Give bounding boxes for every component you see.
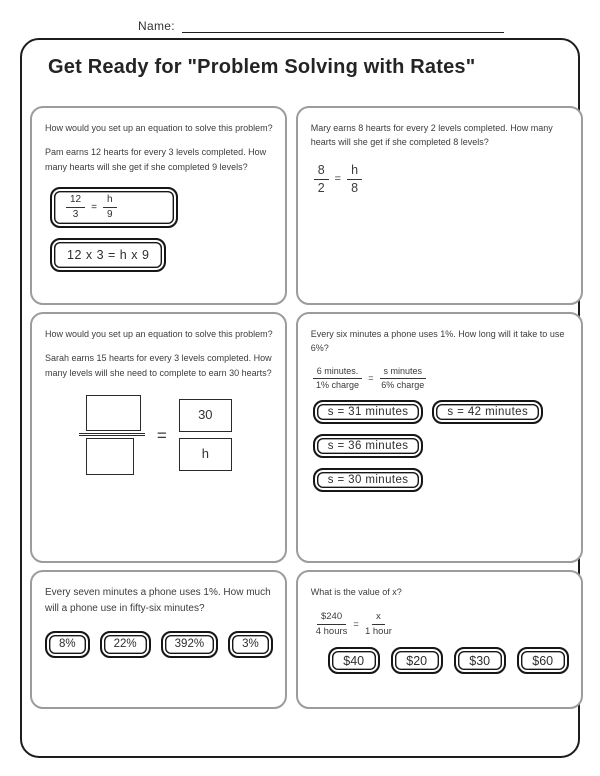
choice-22pct[interactable]: 22% — [100, 631, 151, 658]
fraction-right — [103, 194, 117, 222]
worksheet-title: Get Ready for "Problem Solving with Rates" — [48, 56, 476, 78]
choice-s-36[interactable]: s = 36 minutes — [313, 434, 424, 458]
panel-pam-equation — [30, 106, 287, 305]
name-input-line[interactable] — [182, 18, 504, 33]
numerator-value-box[interactable]: 30 — [179, 399, 232, 432]
panel-phone-six-minutes — [296, 312, 583, 563]
problem-text: Mary earns 8 hearts for every 2 levels completed. How many hearts will she get if she completed 8 levels? — [310, 123, 553, 148]
fraction-left — [66, 194, 85, 222]
fraction-numerator: h — [103, 194, 117, 209]
equation-answer-text: 12 x 3 = h x 9 — [67, 248, 150, 263]
fraction-numerator: 12 — [66, 194, 85, 209]
problem-text: Sarah earns 15 hearts for every 3 levels completed. How many levels will she need to complete to earn 30 hearts? — [45, 353, 272, 378]
fraction-denominator: 6% charge — [381, 380, 425, 391]
equals-sign: = — [353, 618, 359, 630]
equals-sign: = — [334, 173, 342, 186]
choices-group — [313, 400, 569, 492]
choices-group — [45, 631, 273, 658]
panel-phone-seven-minutes — [30, 570, 287, 709]
fraction-denominator: 3 — [72, 209, 79, 221]
fraction-left — [314, 163, 329, 197]
prompt-text: How would you set up an equation to solve this problem? — [45, 329, 273, 339]
fraction-denominator: 8 — [351, 181, 359, 196]
blank-denominator-box[interactable] — [86, 438, 134, 475]
proportion-equation — [313, 366, 569, 392]
equals-sign: = — [156, 425, 167, 445]
fraction-denominator: 4 hours — [315, 626, 348, 638]
fraction-left — [313, 366, 363, 392]
choice-60[interactable]: $60 — [517, 647, 569, 674]
fraction-numerator: 6 minutes. — [313, 366, 363, 379]
denominator-value-box[interactable]: h — [179, 438, 232, 471]
panels-grid — [30, 106, 570, 709]
fraction-bar — [79, 433, 145, 436]
boxed-proportion — [45, 395, 273, 475]
worksheet-sheet — [20, 38, 580, 758]
panel-value-of-x — [296, 570, 583, 709]
fraction-numerator: $240 — [317, 611, 346, 625]
answer-box-proportion[interactable] — [50, 187, 178, 228]
choice-s-42[interactable]: s = 42 minutes — [432, 400, 543, 424]
fraction-denominator: 1% charge — [315, 380, 359, 391]
problem-text: Every seven minutes a phone uses 1%. How much will a phone use in fifty-six minutes? — [45, 587, 271, 614]
choice-20[interactable]: $20 — [391, 647, 443, 674]
prompt-text: How would you set up an equation to solve this problem? — [45, 123, 273, 133]
proportion-equation — [316, 611, 569, 638]
fraction-denominator: 9 — [106, 209, 113, 221]
fraction-numerator: h — [347, 163, 362, 181]
fraction-numerator: x — [372, 611, 385, 625]
problem-text: What is the value of x? — [310, 587, 402, 597]
problem-text: Every six minutes a phone uses 1%. How long will it take to use 6%? — [310, 329, 565, 354]
answer-box-equation[interactable] — [50, 238, 166, 272]
blank-numerator-box[interactable] — [86, 395, 141, 431]
fraction-right — [179, 399, 232, 471]
fraction-left — [316, 611, 348, 638]
choice-392pct[interactable]: 392% — [161, 631, 218, 658]
equals-sign: = — [91, 201, 97, 213]
panel-sarah-boxed-proportion — [30, 312, 287, 563]
choices-group — [328, 647, 569, 674]
equals-sign: = — [368, 372, 374, 383]
panel-mary-equation — [296, 106, 583, 305]
fraction-left — [86, 395, 145, 475]
name-row — [138, 18, 504, 33]
proportion-equation — [314, 163, 569, 197]
fraction-right — [347, 163, 362, 197]
fraction-denominator: 2 — [317, 181, 325, 196]
choice-s-31[interactable]: s = 31 minutes — [313, 400, 424, 424]
choice-s-30[interactable]: s = 30 minutes — [313, 468, 424, 492]
choice-40[interactable]: $40 — [328, 647, 380, 674]
fraction-numerator: 8 — [314, 163, 329, 181]
fraction-right — [365, 611, 392, 638]
fraction-numerator: s minutes — [380, 366, 427, 379]
fraction-denominator: 1 hour — [364, 626, 392, 638]
choice-30[interactable]: $30 — [454, 647, 506, 674]
name-label: Name: — [138, 19, 175, 33]
choice-8pct[interactable]: 8% — [45, 631, 90, 658]
choice-3pct[interactable]: 3% — [228, 631, 273, 658]
problem-text: Pam earns 12 hearts for every 3 levels completed. How many hearts will she get if she completed 9 levels? — [45, 147, 267, 172]
fraction-right — [380, 366, 427, 392]
